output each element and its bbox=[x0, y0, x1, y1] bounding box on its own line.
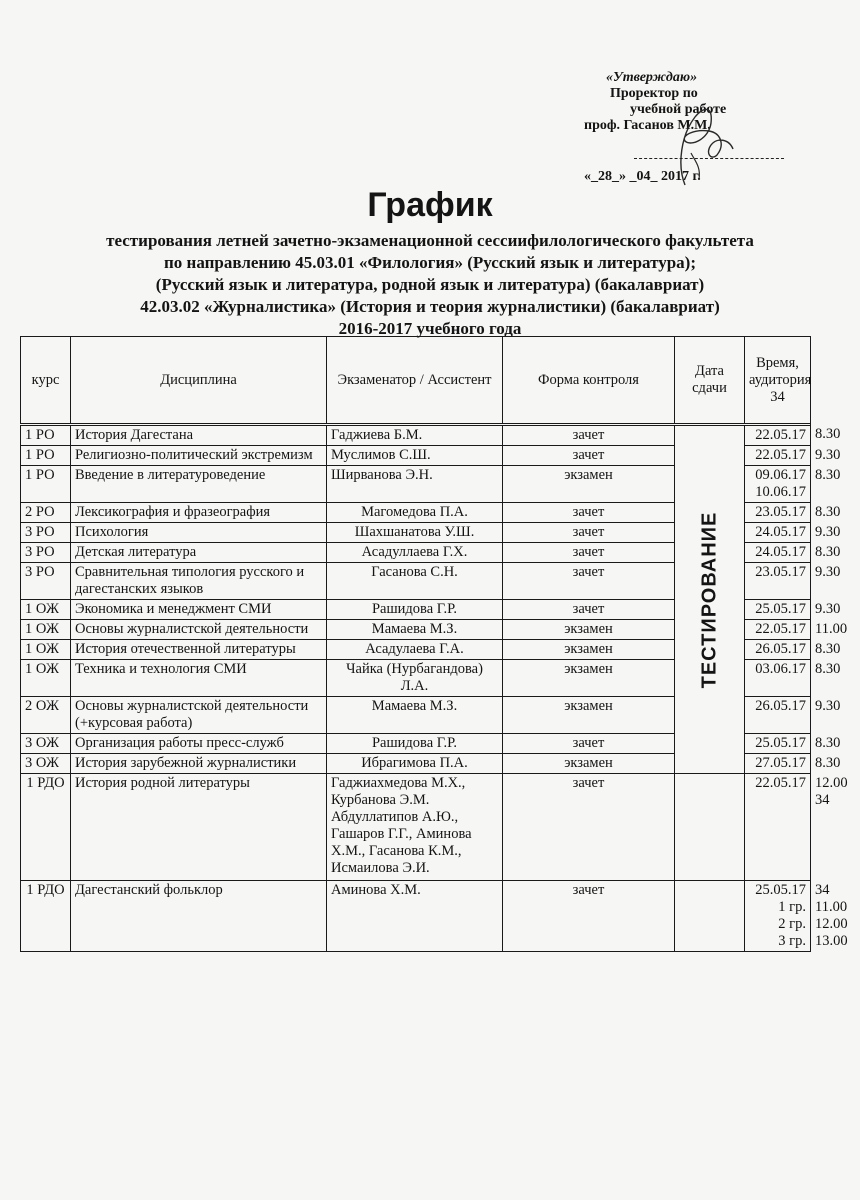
date-line: 09.06.17 bbox=[755, 467, 806, 483]
cell-course: 1 РДО bbox=[21, 774, 71, 881]
cell-course: 1 ОЖ bbox=[21, 640, 71, 660]
table-row: 3 РО Сравнительная типология русского и дагестанских языков Гасанова С.Н. зачет 23.05.17 9.30 bbox=[21, 563, 811, 600]
cell-discipline: Организация работы пресс-служб bbox=[71, 734, 327, 754]
cell-date: 27.05.17 bbox=[745, 754, 811, 774]
cell-discipline: История родной литературы bbox=[71, 774, 327, 881]
handwritten-signature bbox=[655, 95, 745, 195]
cell-course: 3 РО bbox=[21, 543, 71, 563]
date-line: 25.05.17 bbox=[755, 882, 806, 898]
table-row: 1 РДО Дагестанский фольклор Аминова Х.М. зачет 25.05.17 1 гр. 2 гр. 3 гр. 34 11.00 12.00 13.00 bbox=[21, 881, 811, 952]
cell-form: зачет bbox=[503, 523, 675, 543]
cell-date: 25.05.17 bbox=[745, 600, 811, 620]
cell-date: 26.05.17 bbox=[745, 640, 811, 660]
cell-discipline: Детская литература bbox=[71, 543, 327, 563]
table-row: 2 ОЖ Основы журналистской деятельности (+курсовая работа) Мамаева М.З. экзамен 26.05.17 9.30 bbox=[21, 697, 811, 734]
cell-empty bbox=[675, 774, 745, 881]
cell-form: зачет bbox=[503, 446, 675, 466]
cell-discipline: Основы журналистской деятельности bbox=[71, 620, 327, 640]
cell-examiner: Асадуллаева Г.Х. bbox=[327, 543, 503, 563]
approval-heading: «Утверждаю» bbox=[606, 70, 698, 85]
testing-merged-cell bbox=[675, 425, 745, 774]
cell-date: 22.05.17 bbox=[745, 774, 811, 881]
cell-date: 25.05.17 bbox=[745, 734, 811, 754]
cell-course: 1 РО bbox=[21, 446, 71, 466]
cell-date: 24.05.17 bbox=[745, 543, 811, 563]
table-row: 1 РО Введение в литературоведение Ширванова Э.Н. экзамен 09.06.17 10.06.17 8.30 bbox=[21, 466, 811, 503]
cell-date bbox=[745, 881, 811, 952]
schedule-table bbox=[20, 336, 848, 952]
approval-date: «_28_» _04_ 2017 г. bbox=[584, 169, 701, 184]
cell-examiner: Гаджиахмедова М.Х., Курбанова Э.М. Абдуллатипов А.Ю., Гашаров Г.Г., Аминова Х.М., Гасанова К.М., Исмаилова Э.И. bbox=[327, 774, 503, 881]
cell-course: 3 ОЖ bbox=[21, 734, 71, 754]
cell-examiner: Аминова Х.М. bbox=[327, 881, 503, 952]
cell-discipline: История зарубежной журналистики bbox=[71, 754, 327, 774]
cell-date: 22.05.17 bbox=[745, 425, 811, 446]
cell-form: экзамен bbox=[503, 620, 675, 640]
table-row: 1 РДО История родной литературы Гаджиахмедова М.Х., Курбанова Э.М. Абдуллатипов А.Ю., Гашаров Г.Г., Аминова Х.М., Гасанова К.М., Исмаилова Э.И. зачет 22.05.17 12.00 34 bbox=[21, 774, 811, 881]
table-row: 1 ОЖ Техника и технология СМИ Чайка (Нурбагандова) Л.А. экзамен 03.06.17 8.30 bbox=[21, 660, 811, 697]
cell-form: зачет bbox=[503, 563, 675, 600]
cell-date: 24.05.17 bbox=[745, 523, 811, 543]
cell-discipline: Религиозно-политический экстремизм bbox=[71, 446, 327, 466]
group-line: 3 гр. bbox=[778, 933, 806, 949]
table-row: 3 РО Психология Шахшанатова У.Ш. зачет 24.05.17 9.30 bbox=[21, 523, 811, 543]
cell-discipline: Экономика и менеджмент СМИ bbox=[71, 600, 327, 620]
cell-date: 22.05.17 bbox=[745, 620, 811, 640]
header-form: Форма контроля bbox=[503, 337, 675, 425]
group-line: 2 гр. bbox=[778, 916, 806, 932]
cell-course: 3 ОЖ bbox=[21, 754, 71, 774]
cell-form: зачет bbox=[503, 734, 675, 754]
approval-name: проф. Гасанов М.М. bbox=[584, 118, 711, 133]
table-header-row bbox=[21, 337, 811, 425]
cell-course: 1 ОЖ bbox=[21, 620, 71, 640]
header-time: Время, аудитория 34 bbox=[745, 337, 811, 425]
approval-position-line2: учебной работе bbox=[630, 102, 727, 117]
cell-course: 1 ОЖ bbox=[21, 660, 71, 697]
table-row: 2 РО Лексикография и фразеография Магомедова П.А. зачет 23.05.17 8.30 bbox=[21, 503, 811, 523]
cell-form: экзамен bbox=[503, 640, 675, 660]
cell-examiner: Шахшанатова У.Ш. bbox=[327, 523, 503, 543]
cell-discipline: Основы журналистской деятельности (+курсовая работа) bbox=[71, 697, 327, 734]
cell-empty bbox=[675, 881, 745, 952]
cell-discipline: Сравнительная типология русского и дагестанских языков bbox=[71, 563, 327, 600]
table-row: 1 ОЖ Основы журналистской деятельности Мамаева М.З. экзамен 22.05.17 11.00 bbox=[21, 620, 811, 640]
cell-discipline: История отечественной литературы bbox=[71, 640, 327, 660]
subtitle-line: 2016-2017 учебного года bbox=[338, 319, 522, 338]
cell-form: экзамен bbox=[503, 697, 675, 734]
table-row: 1 ОЖ История отечественной литературы Асадулаева Г.А. экзамен 26.05.17 8.30 bbox=[21, 640, 811, 660]
header-course: курс bbox=[21, 337, 71, 425]
header-date: Дата сдачи bbox=[675, 337, 745, 425]
cell-examiner: Гаджиева Б.М. bbox=[327, 425, 503, 446]
document-title: График bbox=[367, 186, 493, 224]
table-row: 1 РО История Дагестана Гаджиева Б.М. зачет ТЕСТИРОВАНИЕ 22.05.17 8.30 bbox=[21, 425, 811, 446]
cell-examiner: Мамаева М.З. bbox=[327, 697, 503, 734]
cell-form: зачет bbox=[503, 425, 675, 446]
table-row: 3 РО Детская литература Асадуллаева Г.Х. зачет 24.05.17 8.30 bbox=[21, 543, 811, 563]
cell-discipline: История Дагестана bbox=[71, 425, 327, 446]
cell-form: зачет bbox=[503, 774, 675, 881]
cell-discipline: Введение в литературоведение bbox=[71, 466, 327, 503]
cell-discipline: Психология bbox=[71, 523, 327, 543]
table-row: 1 РО Религиозно-политический экстремизм Муслимов С.Ш. зачет 22.05.17 9.30 bbox=[21, 446, 811, 466]
cell-examiner: Рашидова Г.Р. bbox=[327, 600, 503, 620]
cell-discipline: Дагестанский фольклор bbox=[71, 881, 327, 952]
cell-form: зачет bbox=[503, 600, 675, 620]
cell-course: 1 РДО bbox=[21, 881, 71, 952]
header-discipline: Дисциплина bbox=[71, 337, 327, 425]
cell-date: 22.05.17 bbox=[745, 446, 811, 466]
cell-form: экзамен bbox=[503, 754, 675, 774]
cell-course: 2 ОЖ bbox=[21, 697, 71, 734]
subtitle-line: по направлению 45.03.01 «Филология» (Русский язык и литература); bbox=[164, 253, 696, 272]
cell-examiner: Чайка (Нурбагандова) Л.А. bbox=[327, 660, 503, 697]
cell-examiner: Ибрагимова П.А. bbox=[327, 754, 503, 774]
cell-date: 23.05.17 bbox=[745, 563, 811, 600]
cell-form: зачет bbox=[503, 543, 675, 563]
cell-examiner: Ширванова Э.Н. bbox=[327, 466, 503, 503]
cell-date bbox=[745, 466, 811, 503]
subtitle-line: 42.03.02 «Журналистика» (История и теория журналистики) (бакалавриат) bbox=[140, 297, 720, 316]
cell-form: экзамен bbox=[503, 466, 675, 503]
cell-course: 1 РО bbox=[21, 425, 71, 446]
cell-course: 2 РО bbox=[21, 503, 71, 523]
approval-position-line1: Проректор по bbox=[610, 86, 698, 101]
cell-course: 3 РО bbox=[21, 523, 71, 543]
cell-examiner: Муслимов С.Ш. bbox=[327, 446, 503, 466]
cell-date: 26.05.17 bbox=[745, 697, 811, 734]
subtitle-line: (Русский язык и литература, родной язык и литература) (бакалавриат) bbox=[155, 275, 705, 294]
cell-examiner: Асадулаева Г.А. bbox=[327, 640, 503, 660]
subtitle-line: тестирования летней зачетно-экзаменационной сессиифилологического факультета bbox=[106, 231, 754, 250]
table-row: 1 ОЖ Экономика и менеджмент СМИ Рашидова Г.Р. зачет 25.05.17 9.30 bbox=[21, 600, 811, 620]
cell-course: 1 РО bbox=[21, 466, 71, 503]
cell-date: 03.06.17 bbox=[745, 660, 811, 697]
cell-examiner: Гасанова С.Н. bbox=[327, 563, 503, 600]
cell-form: зачет bbox=[503, 503, 675, 523]
group-line: 1 гр. bbox=[778, 899, 806, 915]
cell-form: зачет bbox=[503, 881, 675, 952]
cell-course: 1 ОЖ bbox=[21, 600, 71, 620]
cell-discipline: Лексикография и фразеография bbox=[71, 503, 327, 523]
document-subtitle bbox=[20, 230, 840, 340]
table-row: 3 ОЖ История зарубежной журналистики Ибрагимова П.А. экзамен 27.05.17 8.30 bbox=[21, 754, 811, 774]
cell-examiner: Мамаева М.З. bbox=[327, 620, 503, 640]
cell-examiner: Магомедова П.А. bbox=[327, 503, 503, 523]
cell-examiner: Рашидова Г.Р. bbox=[327, 734, 503, 754]
cell-course: 3 РО bbox=[21, 563, 71, 600]
cell-date: 23.05.17 bbox=[745, 503, 811, 523]
header-examiner: Экзаменатор / Ассистент bbox=[327, 337, 503, 425]
table-row: 3 ОЖ Организация работы пресс-служб Рашидова Г.Р. зачет 25.05.17 8.30 bbox=[21, 734, 811, 754]
date-line: 10.06.17 bbox=[755, 484, 806, 500]
cell-form: экзамен bbox=[503, 660, 675, 697]
cell-discipline: Техника и технология СМИ bbox=[71, 660, 327, 697]
testing-label: ТЕСТИРОВАНИЕ bbox=[698, 511, 720, 688]
